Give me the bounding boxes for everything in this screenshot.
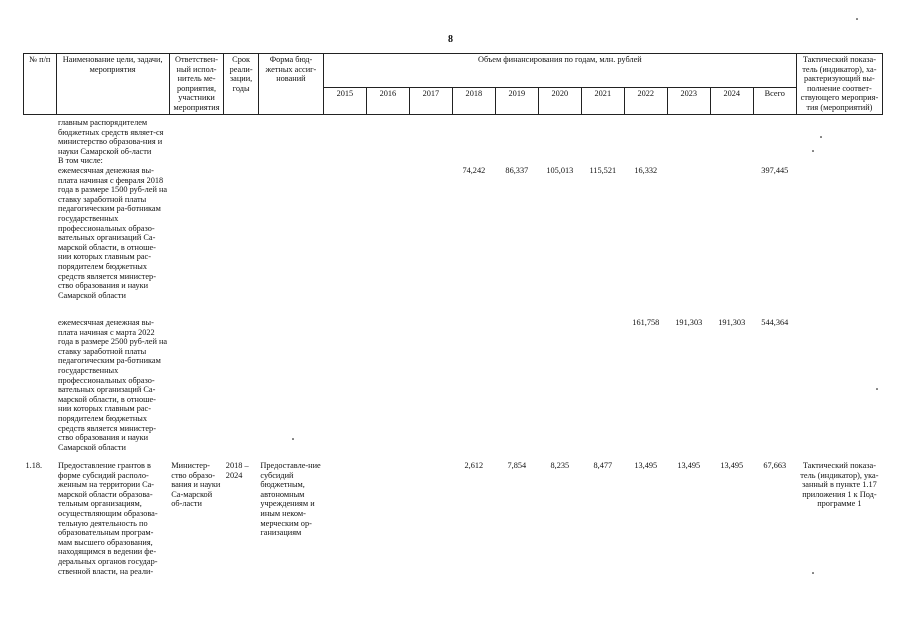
scan-speck bbox=[812, 572, 814, 574]
cell-total: 544,364 bbox=[761, 318, 789, 328]
year-2016: 2016 bbox=[366, 87, 409, 114]
cell-2020 bbox=[538, 318, 581, 461]
row-term: 2018 – 2024 bbox=[225, 461, 249, 480]
cell-2015 bbox=[323, 318, 366, 461]
cell-2022: 161,758 bbox=[632, 318, 660, 328]
cell-2017 bbox=[409, 318, 452, 461]
year-2021: 2021 bbox=[581, 87, 624, 114]
scan-speck bbox=[812, 150, 814, 152]
scan-speck bbox=[876, 388, 878, 390]
scan-speck bbox=[292, 438, 294, 440]
cell-2019: 86,337 bbox=[505, 166, 529, 176]
cell-2015 bbox=[323, 461, 366, 576]
cell-2016 bbox=[366, 461, 409, 576]
year-2019: 2019 bbox=[495, 87, 538, 114]
cell-total: 397,445 bbox=[761, 166, 789, 176]
year-2017: 2017 bbox=[409, 87, 452, 114]
header-financing: Объем финансирования по годам, млн. рублей bbox=[323, 54, 796, 88]
year-2020: 2020 bbox=[538, 87, 581, 114]
header-term: Срок реали-зации, годы bbox=[224, 54, 259, 115]
cell-2024: 191,303 bbox=[718, 318, 746, 328]
table-row bbox=[24, 156, 883, 166]
cell-2020: 8,235 bbox=[550, 461, 570, 471]
cell-total: 67,663 bbox=[763, 461, 787, 471]
row-executor: Министер-ство образо-вания и науки Са-марской об-ласти bbox=[171, 461, 221, 509]
cell-2023: 191,303 bbox=[675, 318, 703, 328]
cell-2021: 8,477 bbox=[593, 461, 613, 471]
cell-2017 bbox=[409, 461, 452, 576]
cell-2018 bbox=[452, 318, 495, 461]
header-executor: Ответствен-ный испол-нитель ме-роприятия, участники мероприятия bbox=[169, 54, 224, 115]
row-indicator: Тактический показа-тель (индикатор), ука-занный в пункте 1.17 приложения 1 к Под-программе 1 bbox=[800, 461, 879, 509]
table-row bbox=[24, 318, 883, 461]
header-indicator: Тактический показа-тель (индикатор), ха-рактеризующий вы-полнение соответ-ствующего мероприя-тия (мероприятий) bbox=[796, 54, 882, 115]
year-2015: 2015 bbox=[323, 87, 366, 114]
year-2022: 2022 bbox=[624, 87, 667, 114]
scan-speck bbox=[820, 136, 822, 138]
cell-2019: 7,854 bbox=[507, 461, 527, 471]
financing-table bbox=[23, 53, 883, 576]
row-name: В том числе: bbox=[58, 156, 103, 166]
cell-2023 bbox=[667, 166, 710, 318]
header-name: Наименование цели, задачи, мероприятия bbox=[56, 54, 169, 115]
cell-2022: 13,495 bbox=[634, 461, 658, 471]
cell-2015 bbox=[323, 166, 366, 318]
cell-2018: 74,242 bbox=[462, 166, 486, 176]
year-2023: 2023 bbox=[667, 87, 710, 114]
cell-2016 bbox=[366, 318, 409, 461]
table-row bbox=[24, 118, 883, 156]
cell-2018: 2,612 bbox=[464, 461, 484, 471]
year-2018: 2018 bbox=[452, 87, 495, 114]
page-number: 8 bbox=[448, 34, 453, 45]
row-name: главным распорядителем бюджетных средств являет-ся министерство образова-ния и науки Самарской об-ласти bbox=[58, 118, 164, 156]
row-name: ежемесячная денежная вы-плата начиная с февраля 2018 года в размере 1500 руб-лей на ставку заработной платы педагогическим ра-ботникам государственных профессиональных образо-вательных организаций Са-марской области, в отноше-нии которых главным рас-порядителем бюджетных средств является министер-ство образования и науки Самарской области bbox=[58, 166, 168, 300]
row-name: Предоставление грантов в форме субсидий располо-женным на территории Са-марской области образова-тельным организациям, осуществляющим образова-тельную деятельность по образовательным програм-мам высшего образования, находящимся в ведении фе-деральных органов государ-ственной власти, на реали- bbox=[58, 461, 158, 576]
cell-2021 bbox=[581, 318, 624, 461]
year-total: Всего bbox=[753, 87, 796, 114]
cell-2023: 13,495 bbox=[677, 461, 701, 471]
row-number: 1.18. bbox=[25, 461, 43, 471]
header-no: № п/п bbox=[24, 54, 57, 115]
cell-2022: 16,332 bbox=[634, 166, 658, 176]
scan-speck bbox=[856, 18, 858, 20]
cell-2017 bbox=[409, 166, 452, 318]
row-form: Предоставле-ние субсидий бюджетным, автономным учреждениям и иным неком-мерческим ор-ганизациям bbox=[260, 461, 321, 538]
cell-2021: 115,521 bbox=[589, 166, 617, 176]
cell-2020: 105,013 bbox=[546, 166, 574, 176]
cell-2019 bbox=[495, 318, 538, 461]
table-row bbox=[24, 166, 883, 318]
row-name: ежемесячная денежная вы-плата начиная с марта 2022 года в размере 2500 руб-лей на ставку заработной платы педагогическим ра-ботникам государственных профессиональных образо-вательных организаций Са-марской области, в отноше-нии которых главным рас-порядителем бюджетных средств является министер-ство образования и науки Самарской области bbox=[58, 318, 168, 452]
year-2024: 2024 bbox=[710, 87, 753, 114]
cell-2016 bbox=[366, 166, 409, 318]
cell-2024 bbox=[710, 166, 753, 318]
header-form: Форма бюд-жетных ассиг-нований bbox=[258, 54, 323, 115]
cell-2024: 13,495 bbox=[720, 461, 744, 471]
table-row bbox=[24, 461, 883, 576]
